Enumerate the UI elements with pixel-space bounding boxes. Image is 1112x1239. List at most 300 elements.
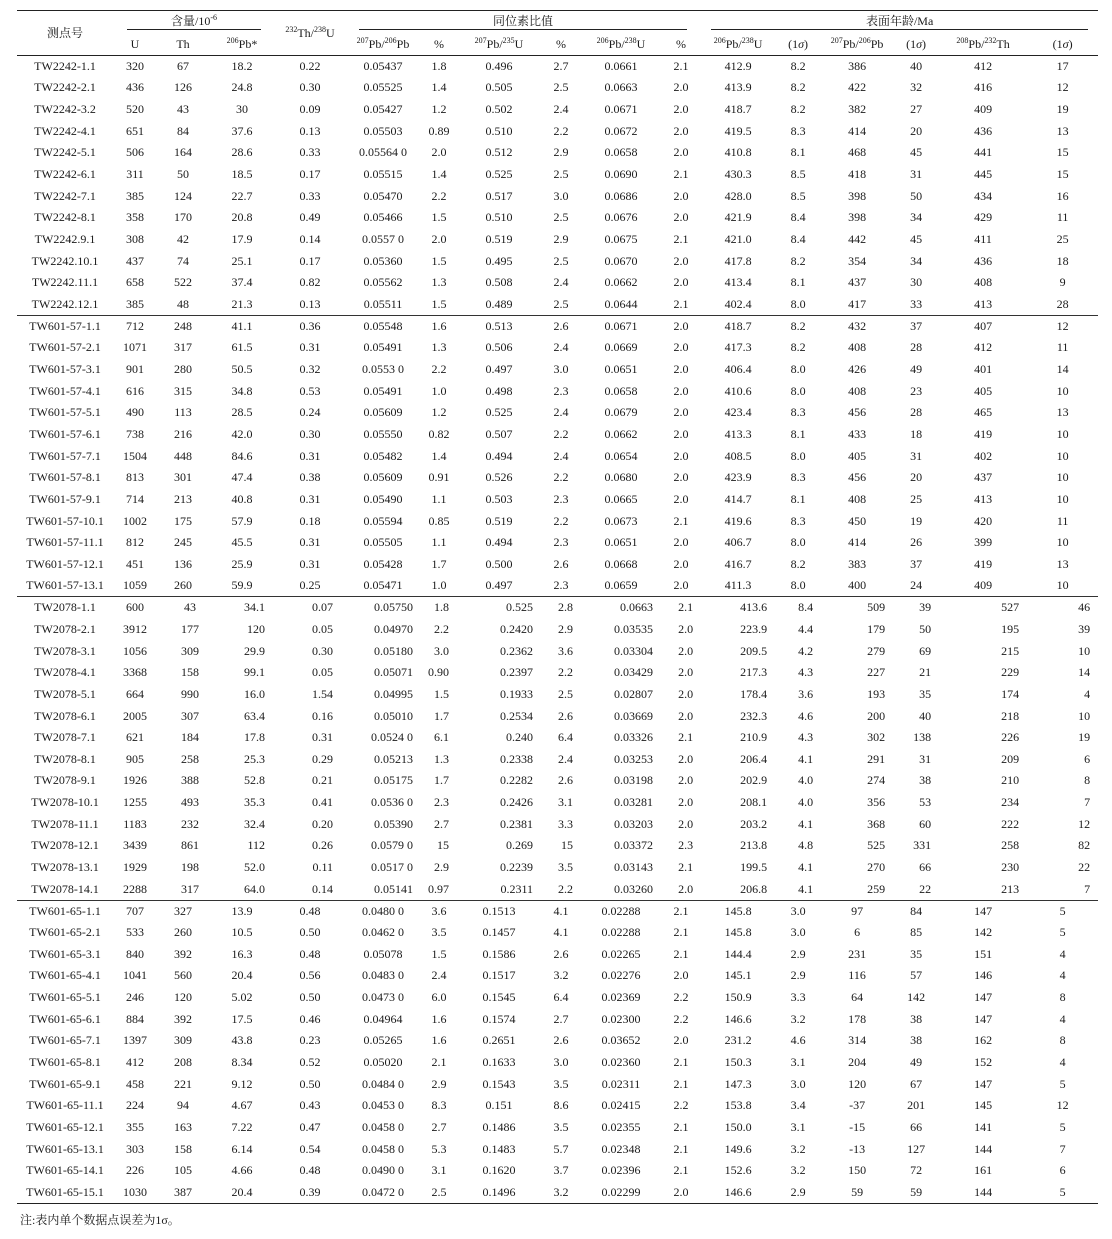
cell-u: 714 — [126, 491, 144, 506]
cell-th-u: 0.05 — [312, 621, 333, 636]
cell-age-208-232: 147 — [974, 1076, 993, 1091]
cell-sigma-1: 4.3 — [798, 730, 814, 745]
cell-pb207-u235: 0.525 — [485, 405, 513, 420]
cell-pb207-pb206: 0.05466 — [363, 210, 403, 225]
cell-th-u: 0.39 — [275, 1182, 345, 1204]
cell-pb206-u238: 0.02369 — [601, 990, 641, 1005]
cell-age-208-232: 412 — [974, 340, 993, 355]
cell-point-id: TW601-57-13.1 — [17, 575, 113, 597]
cell-age-206-238: 152.6 — [724, 1163, 752, 1178]
cell-pct-3: 2.0 — [673, 318, 689, 333]
group-tw2242 — [17, 56, 1098, 316]
cell-pct-2: 2.4 — [553, 405, 569, 420]
cell-u: 3912 — [123, 621, 147, 636]
table-row — [17, 705, 1098, 727]
cell-sigma-1: 8.4 — [790, 210, 806, 225]
cell-th-u: 0.21 — [312, 773, 333, 788]
cell-sigma-1: 3.0 — [790, 903, 806, 918]
table-row — [17, 1117, 1098, 1139]
cell-point-id: TW2242.12.1 — [17, 294, 113, 316]
cell-pb207-u235: 0.510 — [485, 210, 513, 225]
cell-pct-2: 2.2 — [541, 878, 581, 900]
cell-pb206-u238: 0.0651 — [604, 362, 638, 377]
cell-pb206-u238: 0.0651 — [604, 535, 638, 550]
cell-pb206: 43.8 — [231, 1033, 253, 1048]
point-id-header: 测点号 — [17, 11, 113, 56]
cell-th-u: 0.18 — [299, 513, 321, 528]
cell-age-206-238: 202.9 — [740, 773, 768, 788]
cell-age-206-238: 410.8 — [724, 145, 752, 160]
cell-pb207-u235: 0.526 — [485, 470, 513, 485]
cell-age-207-206: 97 — [851, 903, 864, 918]
cell-sigma-2: 69 — [919, 643, 932, 658]
cell-sigma-2: 18 — [910, 426, 923, 441]
cell-sigma-1: 2.9 — [790, 968, 806, 983]
cell-age-206-238: 421.9 — [724, 210, 752, 225]
cell-pb207-pb206: 0.0536 0 — [371, 795, 413, 810]
cell-pb207-pb206: 0.05175 — [374, 773, 413, 788]
col-th: Th — [176, 36, 190, 51]
cell-sigma-1: 8.0 — [775, 575, 821, 597]
cell-sigma-3: 4 — [1059, 946, 1066, 961]
cell-age-207-206: 120 — [848, 1076, 867, 1091]
cell-sigma-1: 4.6 — [790, 1033, 806, 1048]
cell-sigma-1: 4.1 — [798, 751, 814, 766]
cell-sigma-3: 10 — [1056, 448, 1069, 463]
cell-point-id: TW2242-1.1 — [34, 59, 96, 74]
cell-age-206-238: 428.0 — [724, 188, 752, 203]
cell-age-206-238: 413.3 — [724, 426, 752, 441]
table-row — [17, 1138, 1098, 1160]
col-age-pb208-th232: $^{208}$Pb/$^{232}$Th — [956, 35, 1010, 51]
cell-pb206: 8.34 — [231, 1055, 253, 1070]
cell-u: 320 — [126, 59, 144, 74]
cell-pb206-u238: 0.0644 — [581, 294, 661, 316]
cell-point-id: TW601-65-3.1 — [29, 946, 101, 961]
table-row — [17, 402, 1098, 424]
cell-th-u: 0.30 — [299, 426, 321, 441]
table-row — [17, 207, 1098, 229]
cell-point-id: TW2078-6.1 — [34, 708, 96, 723]
table-row — [17, 965, 1098, 987]
cell-pct-3: 2.0 — [678, 686, 694, 701]
cell-sigma-2: 31 — [919, 751, 932, 766]
cell-u: 1030 — [113, 1182, 157, 1204]
cell-pct-1: 1.2 — [431, 102, 447, 117]
cell-age-207-206: 417 — [821, 294, 893, 316]
cell-th: 126 — [174, 80, 192, 95]
cell-th: 317 — [157, 878, 209, 900]
cell-th-u: 0.30 — [299, 80, 321, 95]
cell-pct-3: 2.0 — [673, 426, 689, 441]
cell-point-id: TW601-65-11.1 — [26, 1098, 104, 1113]
cell-age-208-232: 226 — [1001, 730, 1020, 745]
cell-sigma-2: 22 — [893, 878, 939, 900]
cell-sigma-2: 45 — [910, 145, 923, 160]
cell-pb206: 5.02 — [231, 990, 253, 1005]
cell-th-u: 0.50 — [299, 990, 321, 1005]
cell-sigma-1: 3.2 — [790, 1163, 806, 1178]
cell-age-208-232: 445 — [974, 167, 993, 182]
cell-age-208-232: 222 — [1001, 816, 1020, 831]
cell-pb207-u235: 0.2534 — [500, 708, 533, 723]
cell-sigma-3: 13 — [1056, 405, 1069, 420]
cell-pct-1: 1.6 — [431, 1011, 447, 1026]
cell-th-u: 0.47 — [299, 1119, 321, 1134]
cell-age-207-206: 468 — [848, 145, 867, 160]
cell-age-207-206: 405 — [848, 448, 867, 463]
cell-age-208-232: 147 — [974, 1011, 993, 1026]
cell-pct-2: 5.7 — [553, 1141, 569, 1156]
cell-point-id: TW2078-1.1 — [34, 600, 96, 615]
cell-sigma-3: 10 — [1078, 708, 1091, 723]
cell-age-207-206: -13 — [849, 1141, 866, 1156]
cell-sigma-2: 23 — [910, 383, 923, 398]
cell-age-208-232: 142 — [974, 925, 993, 940]
cell-pct-1: 1.8 — [434, 600, 449, 615]
cell-age-206-238: 150.0 — [724, 1119, 752, 1134]
cell-pct-1: 2.2 — [431, 362, 447, 377]
cell-pb206: 50.5 — [231, 362, 253, 377]
cell-pct-3: 2.0 — [673, 123, 689, 138]
cell-u: 1255 — [123, 795, 147, 810]
cell-age-206-238: 206.8 — [701, 878, 775, 900]
cell-u: 1071 — [123, 340, 147, 355]
cell-u: 308 — [126, 232, 144, 247]
cell-th-u: 0.56 — [299, 968, 321, 983]
cell-pb207-pb206: 0.05511 — [345, 294, 421, 316]
cell-th: 184 — [181, 730, 199, 745]
cell-u: 813 — [126, 470, 144, 485]
cell-age-206-238: 231.2 — [724, 1033, 752, 1048]
cell-pb207-u235: 0.2239 — [500, 860, 533, 875]
cell-sigma-3: 10 — [1056, 535, 1069, 550]
cell-pct-2: 2.9 — [553, 232, 569, 247]
cell-point-id: TW601-65-5.1 — [29, 990, 101, 1005]
cell-age-206-238: 402.4 — [701, 294, 775, 316]
cell-pb207-pb206: 0.05213 — [374, 751, 413, 766]
cell-pb207-u235: 0.519 — [485, 513, 513, 528]
cell-point-id: TW2078-13.1 — [31, 860, 99, 875]
cell-pct-3: 2.1 — [673, 1119, 689, 1134]
cell-pct-3: 2.0 — [673, 535, 689, 550]
cell-point-id: TW601-65-9.1 — [29, 1076, 101, 1091]
cell-pb206-u238: 0.03203 — [614, 816, 653, 831]
cell-th: 124 — [174, 188, 192, 203]
cell-u: 664 — [126, 686, 144, 701]
cell-sigma-1: 4.3 — [798, 665, 814, 680]
cell-sigma-2: 39 — [919, 600, 932, 615]
cell-age-206-238: 145.8 — [724, 903, 752, 918]
cell-pb206-u238: 0.03260 — [581, 878, 661, 900]
cell-pb207-u235: 0.503 — [485, 491, 513, 506]
cell-point-id: TW601-57-4.1 — [29, 383, 101, 398]
cell-pct-3: 2.1 — [673, 59, 689, 74]
cell-pct-3: 2.3 — [678, 838, 694, 853]
cell-pb207-u235: 0.494 — [485, 535, 513, 550]
cell-point-id: TW2078-7.1 — [34, 730, 96, 745]
cell-th-u: 0.31 — [299, 340, 321, 355]
cell-pct-1: 1.3 — [431, 275, 447, 290]
cell-th: 392 — [174, 946, 192, 961]
table-row — [17, 380, 1098, 402]
cell-pct-1: 2.9 — [431, 1076, 447, 1091]
cell-pb206: 42.0 — [231, 426, 253, 441]
cell-pb207-u235: 0.2651 — [482, 1033, 516, 1048]
cell-point-id: TW2078-11.1 — [31, 816, 99, 831]
zircon-u-pb-table — [17, 10, 1098, 1204]
cell-age-206-238: 413.6 — [740, 600, 768, 615]
cell-u: 436 — [126, 80, 144, 95]
cell-pct-1: 1.0 — [431, 383, 447, 398]
cell-sigma-1: 8.4 — [790, 232, 806, 247]
cell-point-id: TW2078-14.1 — [17, 878, 113, 900]
cell-point-id: TW601-65-2.1 — [29, 925, 101, 940]
cell-age-208-232: 401 — [974, 362, 993, 377]
cell-age-208-232: 402 — [974, 448, 993, 463]
cell-u: 355 — [126, 1119, 144, 1134]
cell-pct-2: 2.2 — [558, 665, 573, 680]
cell-th-u: 0.32 — [299, 362, 321, 377]
cell-th: 136 — [174, 556, 192, 571]
cell-pct-1: 0.82 — [428, 426, 450, 441]
cell-u: 738 — [126, 426, 144, 441]
cell-age-208-232: 412 — [974, 59, 993, 74]
cell-pct-1: 8.3 — [431, 1098, 447, 1113]
cell-age-207-206: 291 — [867, 751, 886, 766]
cell-pct-2: 2.2 — [553, 470, 569, 485]
cell-pb207-pb206: 0.05360 — [363, 253, 403, 268]
cell-th-u: 0.17 — [299, 253, 321, 268]
cell-pb206-u238: 0.0673 — [604, 513, 638, 528]
cell-pb206: 25.3 — [244, 751, 265, 766]
cell-sigma-1: 3.2 — [790, 1011, 806, 1026]
cell-pct-2: 15 — [561, 838, 573, 853]
cell-pct-2: 2.9 — [553, 145, 569, 160]
cell-u: 458 — [126, 1076, 144, 1091]
cell-pb207-pb206: 0.05471 — [345, 575, 421, 597]
cell-pct-1: 5.3 — [431, 1141, 447, 1156]
cell-age-208-232: 141 — [974, 1119, 993, 1134]
cell-pb206-u238: 0.03143 — [614, 860, 653, 875]
cell-pct-1: 15 — [437, 838, 449, 853]
cell-point-id: TW2242-8.1 — [34, 210, 96, 225]
cell-pb206: 24.8 — [231, 80, 253, 95]
cell-sigma-2: 59 — [893, 1182, 939, 1204]
cell-pct-1: 1.4 — [431, 167, 447, 182]
cell-pb206: 84.6 — [231, 448, 253, 463]
cell-th: 315 — [174, 383, 192, 398]
cell-age-208-232: 419 — [974, 426, 993, 441]
cell-pb206: 13.9 — [231, 903, 253, 918]
table-row — [17, 597, 1098, 619]
cell-age-207-206: 398 — [848, 210, 867, 225]
cell-age-207-206: 178 — [848, 1011, 867, 1026]
cell-pct-2: 2.8 — [558, 600, 573, 615]
cell-pct-2: 2.2 — [553, 123, 569, 138]
cell-pct-3: 2.0 — [673, 448, 689, 463]
cell-point-id: TW601-65-4.1 — [29, 968, 101, 983]
cell-pb206: 6.14 — [231, 1141, 253, 1156]
table-row — [17, 532, 1098, 554]
cell-sigma-1: 8.0 — [790, 362, 806, 377]
cell-pb206-u238: 0.03372 — [614, 838, 653, 853]
cell-age-207-206: 414 — [848, 535, 867, 550]
cell-sigma-3: 7 — [1027, 878, 1098, 900]
cell-sigma-1: 8.3 — [790, 513, 806, 528]
cell-age-207-206: 383 — [848, 556, 867, 571]
cell-age-208-232: 151 — [974, 946, 993, 961]
cell-th-u: 0.23 — [299, 1033, 321, 1048]
cell-age-207-206: 204 — [848, 1055, 867, 1070]
cell-sigma-2: 20 — [910, 470, 923, 485]
cell-pb207-pb206: 0.05609 — [363, 405, 403, 420]
col-pct-3: % — [676, 36, 687, 51]
cell-age-208-232: 162 — [974, 1033, 993, 1048]
cell-pb206-u238: 0.0668 — [604, 556, 638, 571]
cell-sigma-2: 35 — [919, 686, 932, 701]
cell-sigma-1: 4.6 — [798, 708, 814, 723]
cell-sigma-3: 18 — [1056, 253, 1069, 268]
cell-pb207-pb206: 0.05550 — [363, 426, 403, 441]
cell-age-206-238: 408.5 — [724, 448, 752, 463]
cell-pb206-u238: 0.0675 — [604, 232, 638, 247]
cell-age-206-238: 417.3 — [724, 340, 752, 355]
cell-u: 1059 — [113, 575, 157, 597]
cell-age-207-206: 386 — [848, 59, 867, 74]
cell-pb207-pb206: 0.05020 — [363, 1055, 403, 1070]
cell-pb207-pb206: 0.05548 — [363, 318, 403, 333]
table-row — [17, 575, 1098, 597]
cell-pb207-pb206: 0.05437 — [363, 59, 403, 74]
cell-age-208-232: 409 — [939, 575, 1027, 597]
cell-pct-1: 1.5 — [431, 946, 447, 961]
cell-sigma-1: 8.1 — [790, 275, 806, 290]
cell-pb207-u235: 0.1496 — [457, 1182, 541, 1204]
cell-pct-3: 2.0 — [673, 340, 689, 355]
cell-age-207-206: 200 — [867, 708, 886, 723]
cell-sigma-3: 10 — [1056, 426, 1069, 441]
cell-pb206: 25.1 — [231, 253, 253, 268]
cell-pb206-u238: 0.0661 — [604, 59, 638, 74]
cell-u: 905 — [126, 751, 144, 766]
cell-age-206-238: 417.8 — [724, 253, 752, 268]
cell-pct-2: 3.5 — [558, 860, 573, 875]
cell-sigma-2: 27 — [910, 102, 923, 117]
cell-pb206: 47.4 — [231, 470, 253, 485]
cell-pct-2: 2.4 — [553, 340, 569, 355]
cell-pb206-u238: 0.0670 — [604, 253, 638, 268]
cell-age-208-232: 147 — [974, 990, 993, 1005]
cell-pb207-u235: 0.502 — [485, 102, 513, 117]
cell-age-207-206: 450 — [848, 513, 867, 528]
cell-sigma-3: 5 — [1027, 1182, 1098, 1204]
cell-th: 175 — [174, 513, 192, 528]
cell-pb206-u238: 0.02276 — [601, 968, 641, 983]
group-tw601-57 — [17, 315, 1098, 597]
cell-pb206: 28.6 — [231, 145, 253, 160]
cell-sigma-3: 39 — [1078, 621, 1091, 636]
cell-th-u: 0.24 — [299, 405, 321, 420]
cell-pb207-u235: 0.1933 — [500, 686, 533, 701]
cell-point-id: TW2242-3.2 — [34, 102, 96, 117]
cell-age-208-232: 195 — [1001, 621, 1020, 636]
cell-age-208-232: 218 — [1001, 708, 1020, 723]
cell-sigma-1: 4.1 — [775, 878, 821, 900]
cell-pb206-u238: 0.02288 — [601, 925, 641, 940]
cell-u: 840 — [126, 946, 144, 961]
table-row — [17, 337, 1098, 359]
cell-th: 560 — [174, 968, 192, 983]
cell-pb207-pb206: 0.05427 — [363, 102, 403, 117]
cell-pb207-pb206: 0.0524 0 — [371, 730, 413, 745]
cell-point-id: TW2242.10.1 — [31, 253, 99, 268]
cell-sigma-1: 2.9 — [790, 946, 806, 961]
cell-th: 48 — [157, 294, 209, 316]
cell-u: 651 — [126, 123, 144, 138]
cell-pb206-u238: 0.02288 — [601, 903, 641, 918]
cell-pb207-u235: 0.497 — [485, 362, 513, 377]
cell-u: 451 — [126, 556, 144, 571]
cell-pb206: 52.8 — [244, 773, 265, 788]
cell-pb206-u238: 0.03253 — [614, 751, 653, 766]
cell-u: 1002 — [123, 513, 147, 528]
cell-age-206-238: 147.3 — [724, 1076, 752, 1091]
cell-th: 248 — [174, 318, 192, 333]
col-age-pb207-pb206: $^{207}$Pb/$^{206}$Pb — [830, 35, 884, 51]
th-u-ratio-header: $^{232}$Th/$^{238}$U — [275, 11, 345, 56]
cell-sigma-2: 45 — [910, 232, 923, 247]
cell-point-id: TW2242-2.1 — [34, 80, 96, 95]
cell-pct-2: 2.4 — [553, 448, 569, 463]
group-tw2078 — [17, 597, 1098, 900]
cell-pb206-u238: 0.0672 — [604, 123, 638, 138]
cell-pct-1: 2.2 — [431, 188, 447, 203]
cell-sigma-2: 72 — [910, 1163, 923, 1178]
cell-pb206-u238: 0.0663 — [620, 600, 653, 615]
cell-pct-2: 3.2 — [553, 968, 569, 983]
cell-u: 812 — [126, 535, 144, 550]
cell-th: 307 — [181, 708, 199, 723]
cell-pct-1: 2.7 — [434, 816, 449, 831]
cell-pb206: 28.5 — [231, 405, 253, 420]
cell-age-207-206: 150 — [848, 1163, 867, 1178]
cell-point-id: TW2078-8.1 — [34, 751, 96, 766]
cell-age-207-206: 408 — [848, 491, 867, 506]
cell-pb207-pb206: 0.05491 — [363, 383, 403, 398]
cell-age-206-238: 414.7 — [724, 491, 752, 506]
cell-pb206-u238: 0.03429 — [614, 665, 653, 680]
cell-sigma-1: 8.4 — [798, 600, 814, 615]
cell-pct-2: 2.3 — [553, 383, 569, 398]
cell-u: 533 — [126, 925, 144, 940]
cell-pb206: 18.2 — [231, 59, 253, 74]
cell-pb206: 17.8 — [244, 730, 265, 745]
cell-age-208-232: 413 — [974, 491, 993, 506]
cell-pb207-pb206: 0.05490 — [363, 491, 403, 506]
cell-pct-3: 2.0 — [678, 751, 694, 766]
cell-sigma-2: 57 — [910, 968, 923, 983]
cell-pct-3: 2.1 — [661, 294, 701, 316]
cell-age-207-206: 314 — [848, 1033, 867, 1048]
cell-age-206-238: 146.6 — [724, 1011, 752, 1026]
cell-point-id: TW2242-6.1 — [34, 167, 96, 182]
cell-age-207-206: 354 — [848, 253, 867, 268]
cell-age-207-206: 418 — [848, 167, 867, 182]
cell-pct-1: 1.7 — [434, 773, 449, 788]
cell-pb206-u238: 0.03669 — [614, 708, 653, 723]
cell-pb206-u238: 0.02415 — [601, 1098, 641, 1113]
